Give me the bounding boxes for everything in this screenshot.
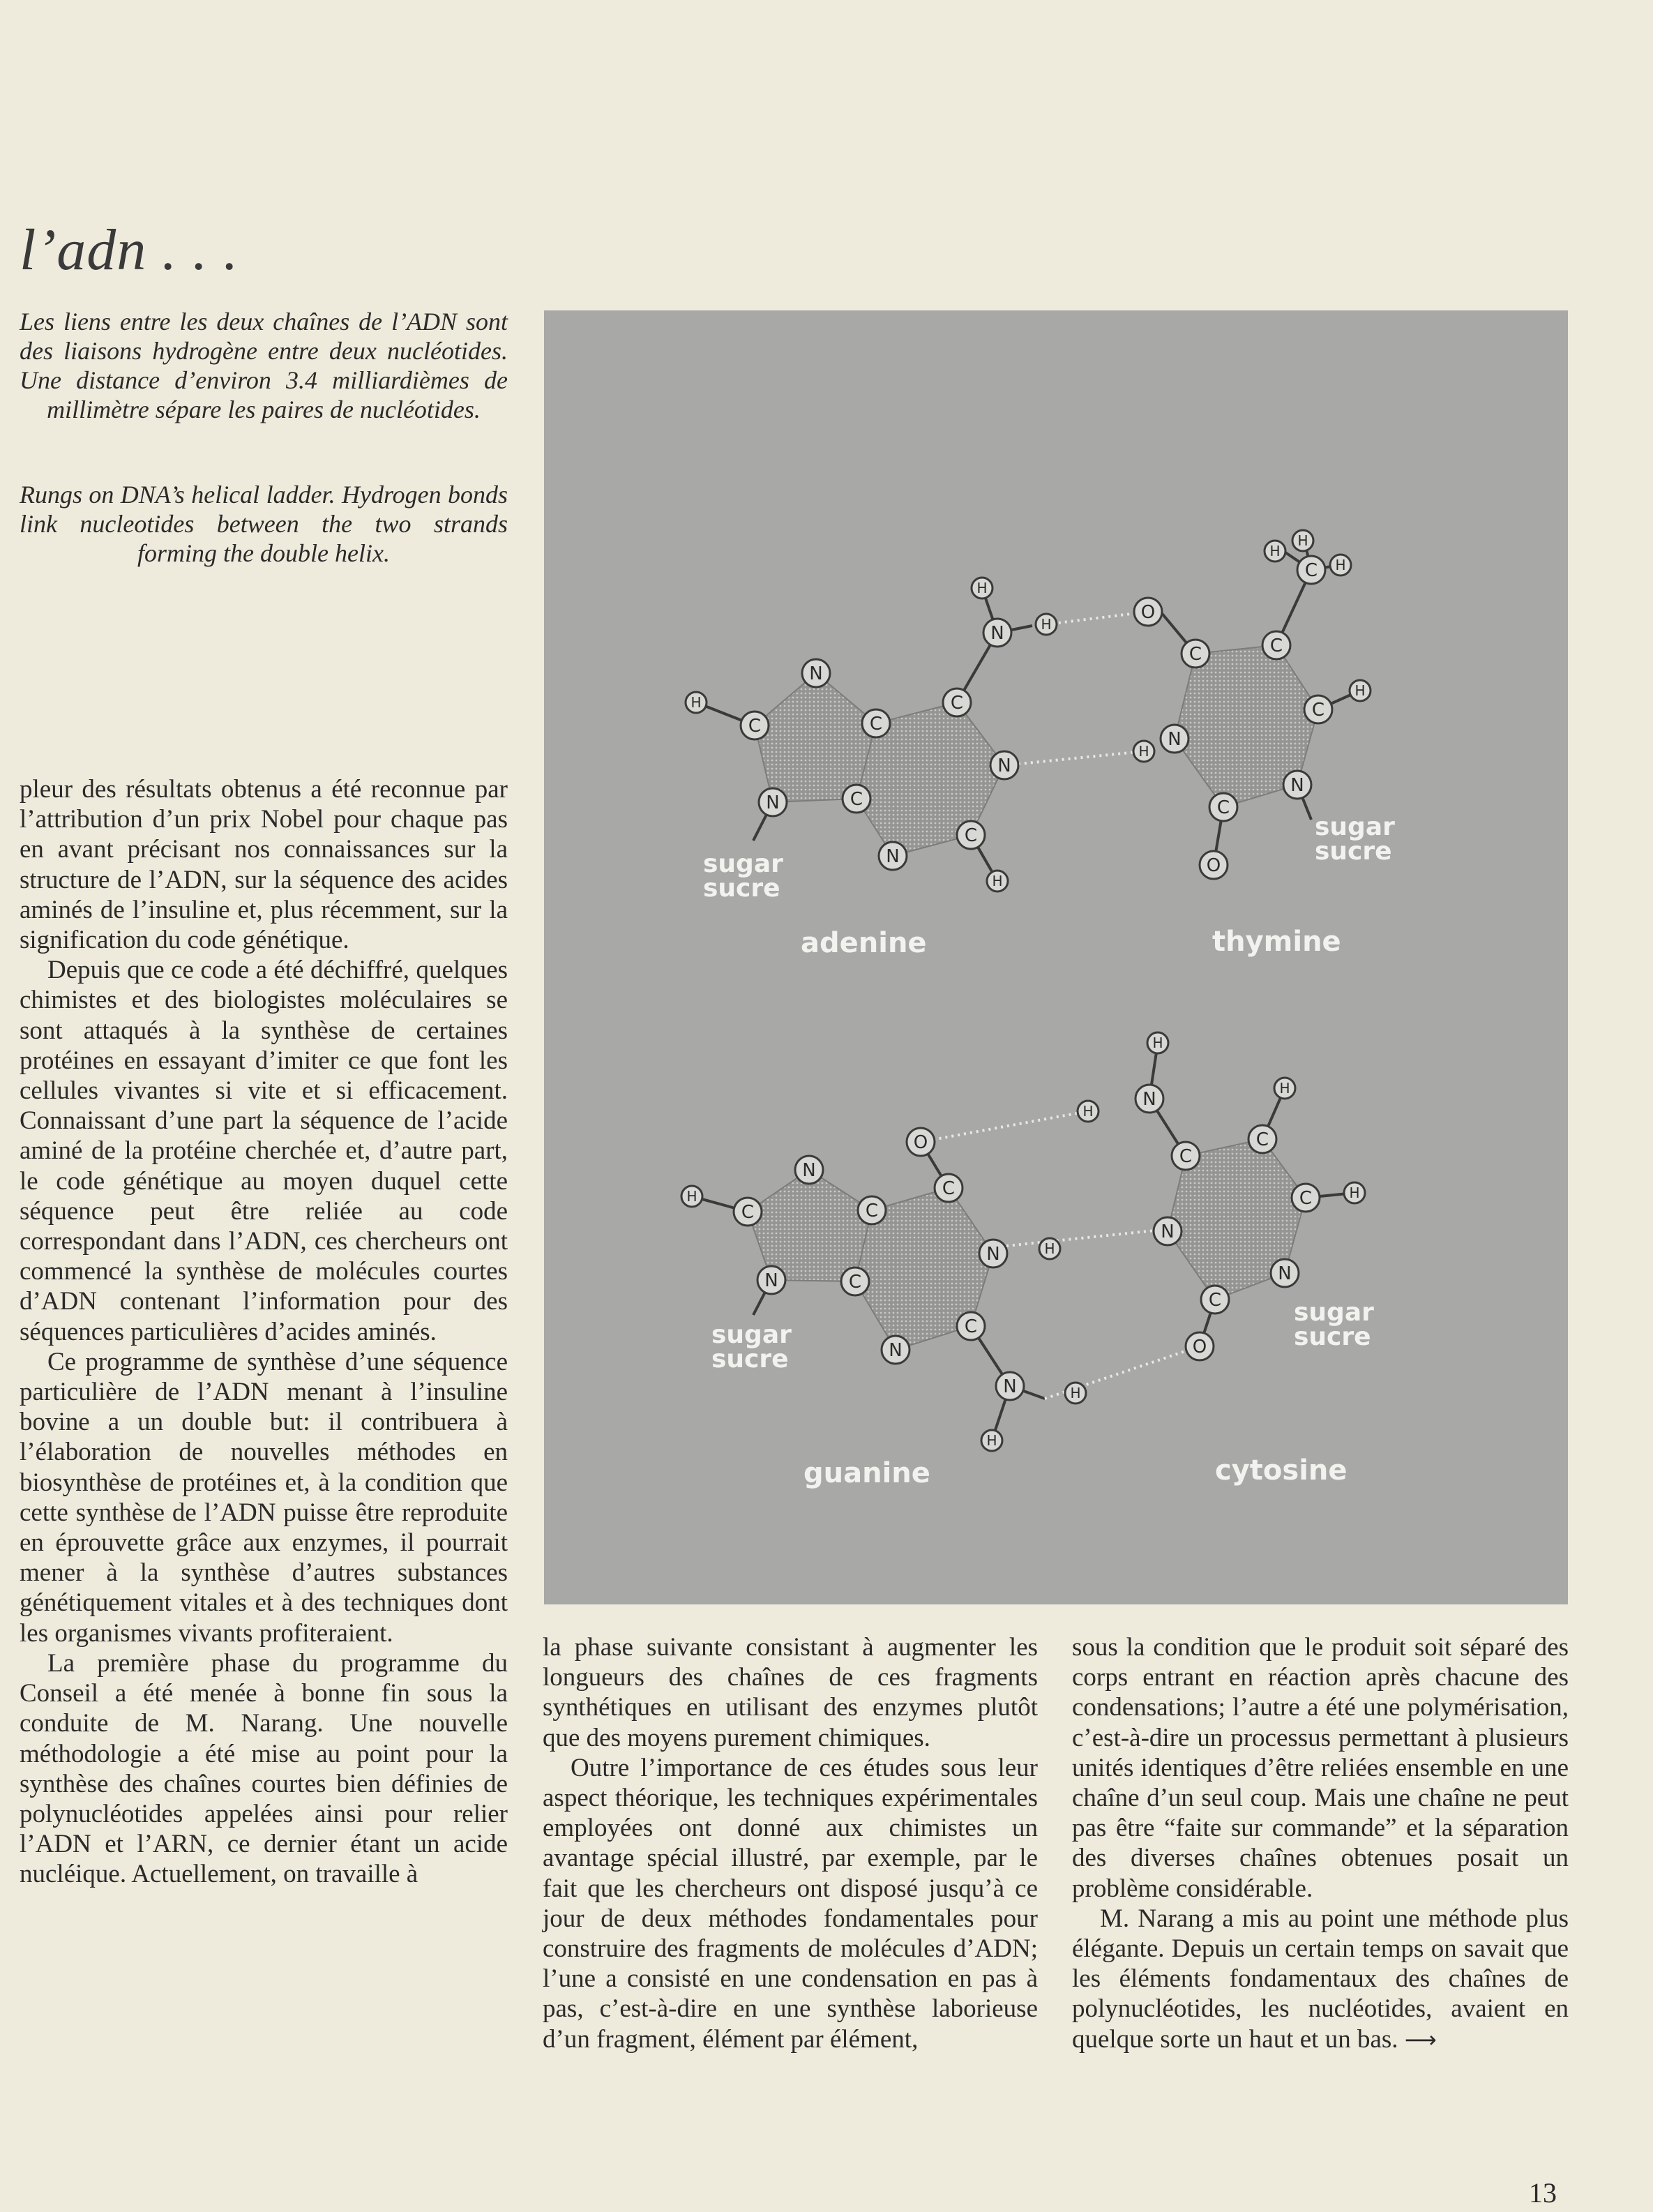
atom-label: C [850, 789, 863, 810]
atom-label: H [1354, 682, 1366, 699]
sucre-label: sucre [703, 874, 780, 903]
sucre-label: sucre [711, 1345, 789, 1374]
paragraph: La première phase du programme du Conseil a été menée à bonne fin sous la conduite de M. Narang. Une nouvelle méthodologie a été mise au point pour la synthèse des chaînes courtes bien définies de polynucléotides appelées ainsi pour relier l’ADN et l’ARN, ce dernier étant un acide nucléique. Actuellement, on travaille à [20, 1648, 508, 1889]
atom-label: O [913, 1132, 928, 1153]
atom-label: O [1192, 1337, 1207, 1357]
atom-label: H [986, 1432, 997, 1449]
thymine-label: thymine [1212, 926, 1341, 958]
atom-label: N [997, 755, 1011, 776]
dna-base-pairs-figure [544, 310, 1568, 1604]
atom-label: C [1188, 644, 1202, 665]
atom-label: N [990, 623, 1004, 644]
paragraph: sous la condition que le produit soit séparé des corps entrant en réaction après chacune des condensations; l’autre a été une polymérisation, c’est-à-dire un processus permettant à plusieurs unités identiques d’être reliées ensemble en une chaîne d’un seul coup. Mais une chaîne ne peut pas être “faite sur commande” et la séparation des diverses chaînes obtenues posait un problème considérable. [1072, 1633, 1569, 1903]
page-heading: l’adn . . . [20, 218, 239, 283]
atom-label: C [950, 693, 964, 714]
atom-label: C [741, 1202, 755, 1223]
atom-label: C [869, 714, 883, 735]
atom-label: H [1297, 532, 1308, 549]
atom-label: C [865, 1201, 879, 1221]
atom-label: N [1278, 1263, 1292, 1284]
atom-label: H [1082, 1103, 1094, 1120]
atom-label: C [1179, 1146, 1193, 1167]
atom-label: H [1349, 1184, 1360, 1201]
atom-label: H [1335, 557, 1346, 573]
atom-label: C [964, 825, 978, 846]
sugar-label: sugar [711, 1321, 792, 1349]
atom-label: H [1152, 1034, 1163, 1051]
atom-label: O [1206, 855, 1221, 876]
sucre-label: sucre [1294, 1323, 1371, 1351]
atom-label: H [1044, 1240, 1055, 1257]
body-column-3 [1072, 1632, 1569, 2055]
atom-label: C [1255, 1129, 1269, 1150]
atom-label: N [986, 1244, 1000, 1265]
paragraph-text: M. Narang a mis au point une méthode plus élégante. Depuis un certain temps on savait que les éléments fondamentaux des chaînes de polynucléotides, les nucléotides, avaient en quelque sorte un haut et un bas. [1072, 1904, 1569, 2054]
paragraph: Depuis que ce code a été déchiffré, quelques chimistes et des biologistes moléculaires se sont attaqués à la synthèse de certaines protéines en essayant d’imiter ce que font les cellules vivantes si vite et si efficacement. Connaissant d’une part la séquence de l’acide aminé de la protéine cherchée et, d’autre part, le code génétique au moyen duquel cette séquence peut être reliée au code correspondant dans l’ADN, ces chercheurs ont commencé la synthèse de molécules courtes d’ADN contenant l’information pour des séquences particulières d’acides aminés. [20, 956, 508, 1346]
adenine-label: adenine [801, 927, 927, 959]
atom-label: H [976, 580, 988, 596]
atom-label: C [1269, 635, 1283, 656]
atom-label: C [1304, 560, 1318, 581]
atom-label: N [809, 663, 823, 684]
atom-label: C [1216, 797, 1230, 818]
atom-label: C [1311, 700, 1325, 721]
cytosine-label: cytosine [1215, 1454, 1348, 1487]
caption-french: Les liens entre les deux chaînes de l’ADN sont des liaisons hydrogène entre deux nucléotides. Une distance d’environ 3.4 milliardièmes de millimètre sépare les paires de nucléotides. [20, 308, 508, 423]
sugar-label: sugar [703, 850, 783, 878]
guanine-pentagon-ring [748, 1170, 872, 1281]
atom-label: N [1161, 1221, 1175, 1242]
hydrogen-bond [921, 1111, 1088, 1142]
atom-label: O [1140, 602, 1156, 623]
body-column-2 [543, 1632, 1038, 2054]
atom-label: N [1168, 729, 1182, 750]
paragraph: Ce programme de synthèse d’une séquence particulière de l’ADN menant à l’insuline bovine a un double but: il contribuera à l’élaboration de nouvelles méthodes en biosynthèse de protéines et, à la condition que cette synthèse de l’ADN puisse être reproduite en éprouvette grâce aux enzymes, il pourrait mener à la synthèse d’autres substances génétiquement vitales et à des techniques dont les organismes vivants profiteraient. [20, 1347, 508, 1648]
adenine-pentagon-ring [755, 673, 876, 802]
atom-label: H [992, 873, 1003, 889]
page-number: 13 [1529, 2177, 1557, 2209]
atom-label: C [748, 716, 762, 737]
atom-label: H [686, 1188, 697, 1205]
atom-label: N [1290, 775, 1304, 796]
atom-label: N [802, 1160, 816, 1181]
atom-label: C [1208, 1290, 1222, 1311]
paragraph: Outre l’importance de ces études sous leur aspect théorique, les techniques expérimentales employées ont donné aux chimistes un avantage spécial illustré, par exemple, par le fait que les chercheurs ont disposé jusqu’à ce jour de deux méthodes fondamentales pour construire des fragments de molécules d’ADN; l’une a consisté en une condensation en pas à pas, c’est-à-dire en une synthèse laborieuse d’un fragment, élément par élément, [543, 1753, 1038, 2054]
paragraph: la phase suivante consistant à augmenter les longueurs des chaînes de ces fragments synthétiques en utilisant des enzymes plutôt que des moyens purement chimiques. [543, 1633, 1038, 1752]
atom-label: H [1279, 1080, 1290, 1097]
atom-label: C [848, 1272, 862, 1293]
body-column-1 [20, 774, 508, 1890]
atom-label: N [889, 1340, 903, 1361]
caption-english: Rungs on DNA’s helical ladder. Hydrogen bonds link nucleotides between the two strands forming the double helix. [20, 481, 508, 567]
atom-label: N [766, 792, 780, 813]
hydrogen-bond [1006, 751, 1144, 765]
continue-arrow-icon: ⟶ [1404, 2026, 1437, 2053]
atom-label: H [690, 694, 702, 711]
paragraph [1072, 1904, 1569, 2055]
atom-label: N [1003, 1376, 1017, 1397]
paragraph: pleur des résultats obtenus a été reconnue par l’attribution d’un prix Nobel pour chaque pas en avant précisant nos connaissances sur la structure de l’ADN, sur la séquence des acides aminés de l’insuline et, plus récemment, sur la signification du code génétique. [20, 775, 508, 955]
hydrogen-bond [1000, 1230, 1161, 1247]
atom-label: N [764, 1270, 778, 1291]
atom-label: H [1269, 543, 1281, 559]
atom-label: H [1138, 743, 1149, 760]
sugar-label: sugar [1315, 813, 1395, 841]
sugar-label: sugar [1294, 1298, 1374, 1327]
atom-label: H [1070, 1385, 1081, 1401]
atom-label: N [1142, 1089, 1156, 1110]
atom-label: C [942, 1178, 956, 1199]
atom-label: N [886, 846, 900, 867]
guanine-label: guanine [803, 1457, 930, 1489]
atom-label: H [1041, 616, 1052, 633]
hydrogen-bond [1046, 612, 1148, 624]
sucre-label: sucre [1315, 837, 1392, 866]
atom-label: C [964, 1316, 978, 1337]
atom-label: C [1299, 1188, 1313, 1209]
